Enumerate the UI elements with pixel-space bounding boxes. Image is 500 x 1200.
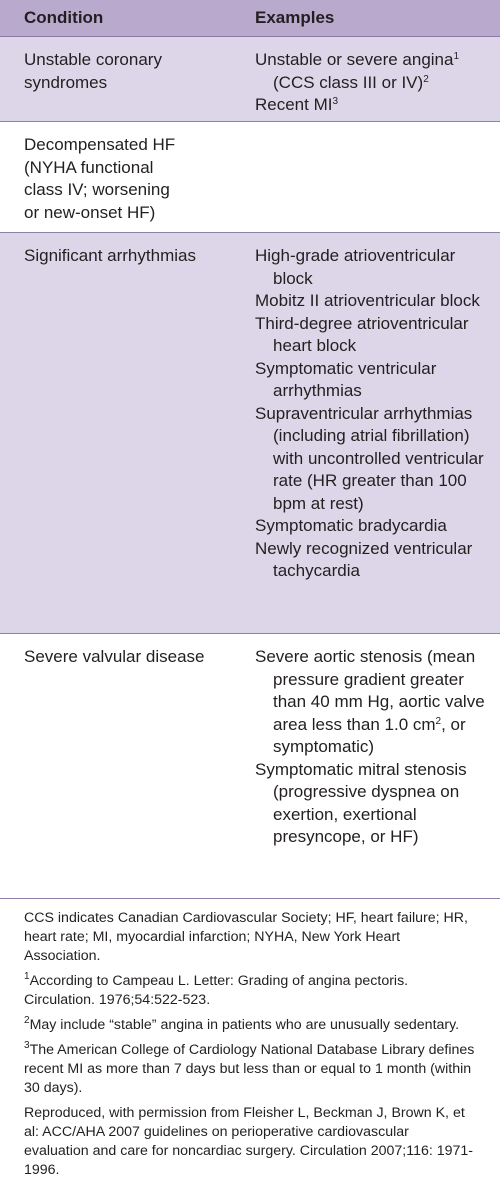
example-item: High-grade atrioventricular block [255, 246, 456, 288]
example-item: Mobitz II atrioventricular block [255, 291, 480, 310]
example-item: Recent $MI^3$ [255, 95, 339, 114]
source-note: Reproduced, with permission from Fleisher L, Beckman J, Brown K, et al: ACC/AHA 2007 guidelines on perioperative cardiovascular evaluation and care for noncardiac surgery. Circulation 2007;116: 1971-1996. [24, 1105, 474, 1178]
example-item: Newly recognized ventricular tachycardia [255, 538, 473, 580]
examples-cell [255, 245, 495, 583]
condition-cell: Significant arrhythmias [24, 246, 196, 265]
table-header [0, 0, 500, 37]
example-item: Severe aortic stenosis (mean pressure gradient greater than 40 mm Hg, aortic valve area less than 1.0 $cm^2$, or symptomatic) [255, 647, 485, 756]
footnote: $^3$The American College of Cardiology National Database Library defines recent MI as more than 7 days but less than or equal to 1 month (within 30 days). [24, 1040, 475, 1096]
example-item: Third-degree atrioventricular heart block [255, 313, 469, 355]
example-item: Unstable or severe angina$^1$ (CCS class III or IV)$^2$ [255, 50, 460, 92]
example-item: Supraventricular arrhythmias (including atrial fibrillation) with uncontrolled ventricular rate (HR greater than 100 bpm at rest) [255, 403, 484, 513]
abbreviations-note: CCS indicates Canadian Cardiovascular Society; HF, heart failure; HR, heart rate; MI, myocardial infarction; NYHA, New York Heart Association. [24, 910, 468, 964]
example-item: Symptomatic mitral stenosis (progressive dyspnea on exertion, exertional presyncope, or HF) [255, 759, 467, 846]
table-row-decompensated-hf [0, 122, 500, 233]
example-item: Symptomatic bradycardia [255, 516, 447, 535]
condition-cell: Decompensated HF (NYHA functional class IV; worsening or new-onset HF) [24, 135, 176, 222]
header-condition: Condition [24, 8, 104, 27]
table-notes [0, 899, 500, 1180]
footnote: $^2$May include “stable” angina in patients who are unusually sedentary. [24, 1015, 460, 1033]
examples-cell [255, 646, 495, 849]
footnote: $^1$According to Campeau L. Letter: Grading of angina pectoris. Circulation. 1976;54:522-523. [24, 971, 409, 1008]
condition-cell: Severe valvular disease [24, 647, 205, 666]
table-row-arrhythmias [0, 233, 500, 634]
table-row-unstable-coronary [0, 37, 500, 122]
table-row-valvular [0, 634, 500, 899]
header-examples: Examples [255, 8, 335, 27]
condition-cell: Unstable coronary syndromes [24, 50, 162, 92]
example-item: Symptomatic ventricular arrhythmias [255, 358, 437, 400]
examples-cell [255, 49, 495, 117]
